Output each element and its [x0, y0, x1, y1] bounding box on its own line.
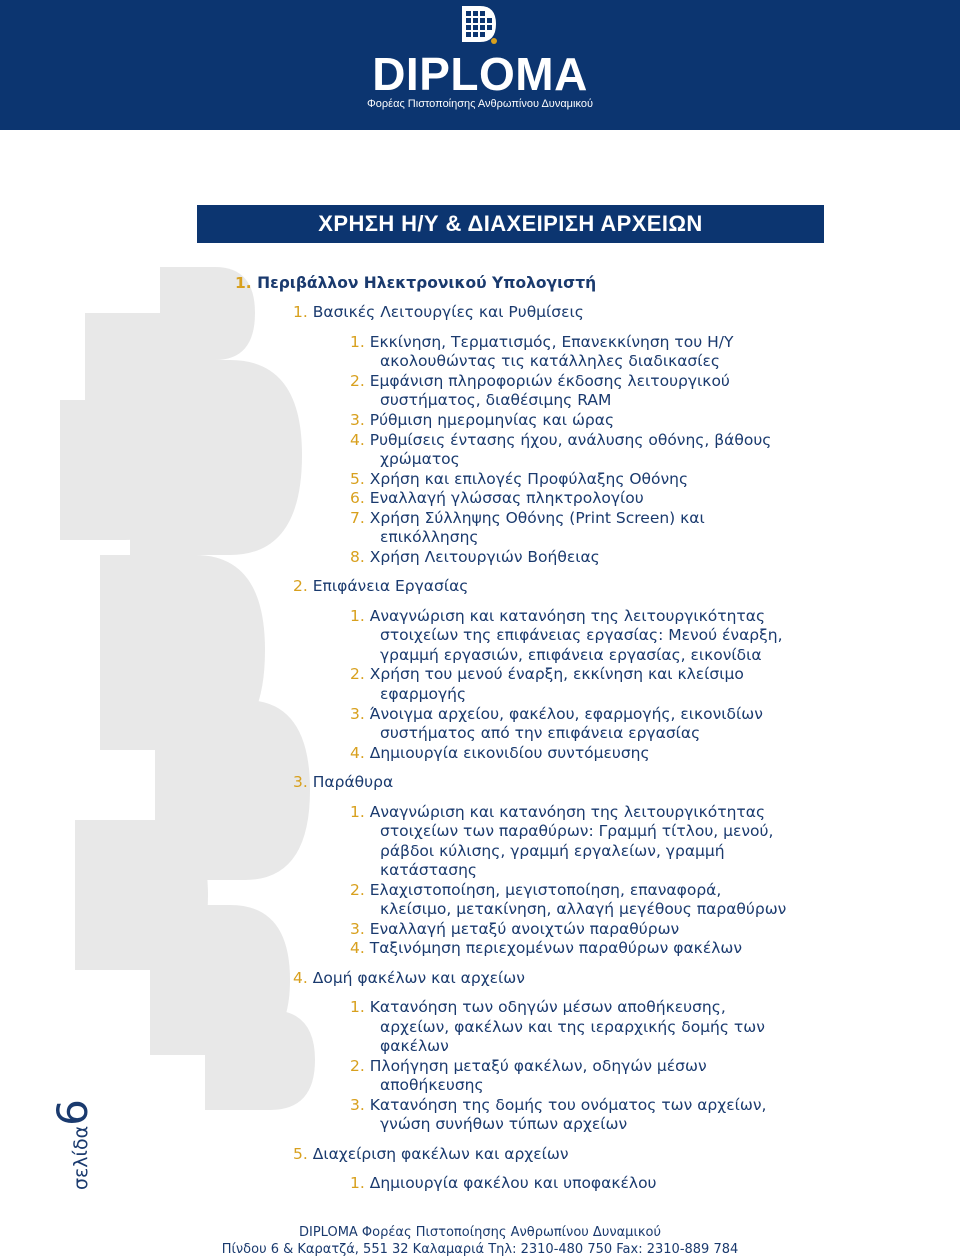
list-item-continuation: συστήματος, διαθέσιμης RAM — [380, 391, 612, 409]
level1-label: Περιβάλλον Ηλεκτρονικού Υπολογιστή — [257, 274, 597, 292]
list-item-continuation: στοιχείων των παραθύρων: Γραμμή τίτλου, μενού, — [380, 822, 774, 840]
list-item: 7. Χρήση Σύλληψης Οθόνης (Print Screen) και — [350, 509, 705, 527]
list-item-continuation: γραμμή εργασιών, επιφάνεια εργασίας, εικονίδια — [380, 646, 762, 664]
list-item: 4. Ταξινόμηση περιεχομένων παραθύρων φακέλων — [350, 939, 743, 957]
footer-org-name: DIPLOMA Φορέας Πιστοποίησης Ανθρωπίνου Δυναμικού — [299, 1225, 661, 1240]
subsection-heading: 3. Παράθυρα — [293, 773, 394, 791]
list-item: 2. Ελαχιστοποίηση, μεγιστοποίηση, επαναφορά, — [350, 881, 722, 899]
list-item-continuation: αποθήκευσης — [380, 1076, 484, 1094]
subsection-heading: 4. Δομή φακέλων και αρχείων — [293, 969, 525, 987]
list-item: 3. Εναλλαγή μεταξύ ανοιχτών παραθύρων — [350, 920, 680, 938]
list-item-continuation: κλείσιμο, μετακίνηση, αλλαγή μεγέθους παραθύρων — [380, 900, 787, 918]
subsection-heading: 2. Επιφάνεια Εργασίας — [293, 577, 469, 595]
list-item: 1. Κατανόηση των οδηγών μέσων αποθήκευσης, — [350, 998, 726, 1016]
page-number: 6 — [48, 1099, 97, 1126]
list-item: 1. Εκκίνηση, Τερματισμός, Επανεκκίνηση του Η/Υ — [350, 333, 734, 351]
subsection-heading: 5. Διαχείριση φακέλων και αρχείων — [293, 1145, 569, 1163]
list-item: 3. Άνοιγμα αρχείου, φακέλου, εφαρμογής, εικονιδίων — [350, 705, 763, 723]
logo-subtitle: Φορέας Πιστοποίησης Ανθρωπίνου Δυναμικού — [367, 98, 593, 110]
list-item: 1. Αναγνώριση και κατανόηση της λειτουργικότητας — [350, 607, 766, 625]
list-item-continuation: αρχείων, φακέλων και της ιεραρχικής δομής των — [380, 1018, 765, 1036]
list-item-continuation: ράβδοι κύλισης, γραμμή εργαλείων, γραμμή — [380, 842, 725, 860]
list-item: 2. Πλοήγηση μεταξύ φακέλων, οδηγών μέσων — [350, 1057, 707, 1075]
list-item-continuation: φακέλων — [380, 1037, 449, 1055]
list-item-continuation: στοιχείων της επιφάνειας εργασίας: Μενού έναρξη, — [380, 626, 783, 644]
list-item: 1. Αναγνώριση και κατανόηση της λειτουργικότητας — [350, 803, 766, 821]
footer-address: Πίνδου 6 & Καρατζά, 551 32 Καλαμαριά Τηλ: 2310-480 750 Fax: 2310-889 784 — [221, 1242, 739, 1257]
level1-number: 1. — [235, 274, 252, 292]
list-item: 8. Χρήση Λειτουργιών Βοήθειας — [350, 548, 600, 566]
list-item-continuation: χρώματος — [380, 450, 460, 468]
list-item-continuation: συστήματος από την επιφάνεια εργασίας — [380, 724, 701, 742]
logo-wordmark: DIPLOMA — [372, 48, 588, 100]
list-item-continuation: εφαρμογής — [380, 685, 467, 703]
list-item: 5. Χρήση και επιλογές Προφύλαξης Οθόνης — [350, 470, 689, 488]
subsection-heading: 1. Βασικές Λειτουργίες και Ρυθμίσεις — [293, 303, 584, 321]
list-item: 4. Δημιουργία εικονιδίου συντόμευσης — [350, 744, 650, 762]
page-word: σελίδα — [70, 1125, 92, 1190]
list-item: 1. Δημιουργία φακέλου και υποφακέλου — [350, 1174, 657, 1192]
list-item-continuation: κατάστασης — [380, 861, 478, 879]
page-title: ΧΡΗΣΗ Η/Υ & ΔΙΑΧΕΙΡΙΣΗ ΑΡΧΕΙΩΝ — [318, 211, 703, 236]
list-item: 6. Εναλλαγή γλώσσας πληκτρολογίου — [350, 489, 644, 507]
list-item: 3. Κατανόηση της δομής του ονόματος των αρχείων, — [350, 1096, 767, 1114]
page-number-label — [48, 1040, 104, 1190]
list-item: 4. Ρυθμίσεις έντασης ήχου, ανάλυσης οθόνης, βάθους — [350, 431, 772, 449]
outline-level1-heading — [235, 273, 596, 293]
list-item-continuation: γνώση συνήθων τύπων αρχείων — [380, 1115, 628, 1133]
list-item-continuation: επικόλλησης — [380, 528, 479, 546]
list-item: 3. Ρύθμιση ημερομηνίας και ώρας — [350, 411, 615, 429]
list-item: 2. Εμφάνιση πληροφοριών έκδοσης λειτουργικού — [350, 372, 730, 390]
list-item: 2. Χρήση του μενού έναρξη, εκκίνηση και κλείσιμο — [350, 665, 744, 683]
list-item-continuation: ακολουθώντας τις κατάλληλες διαδικασίες — [380, 352, 720, 370]
